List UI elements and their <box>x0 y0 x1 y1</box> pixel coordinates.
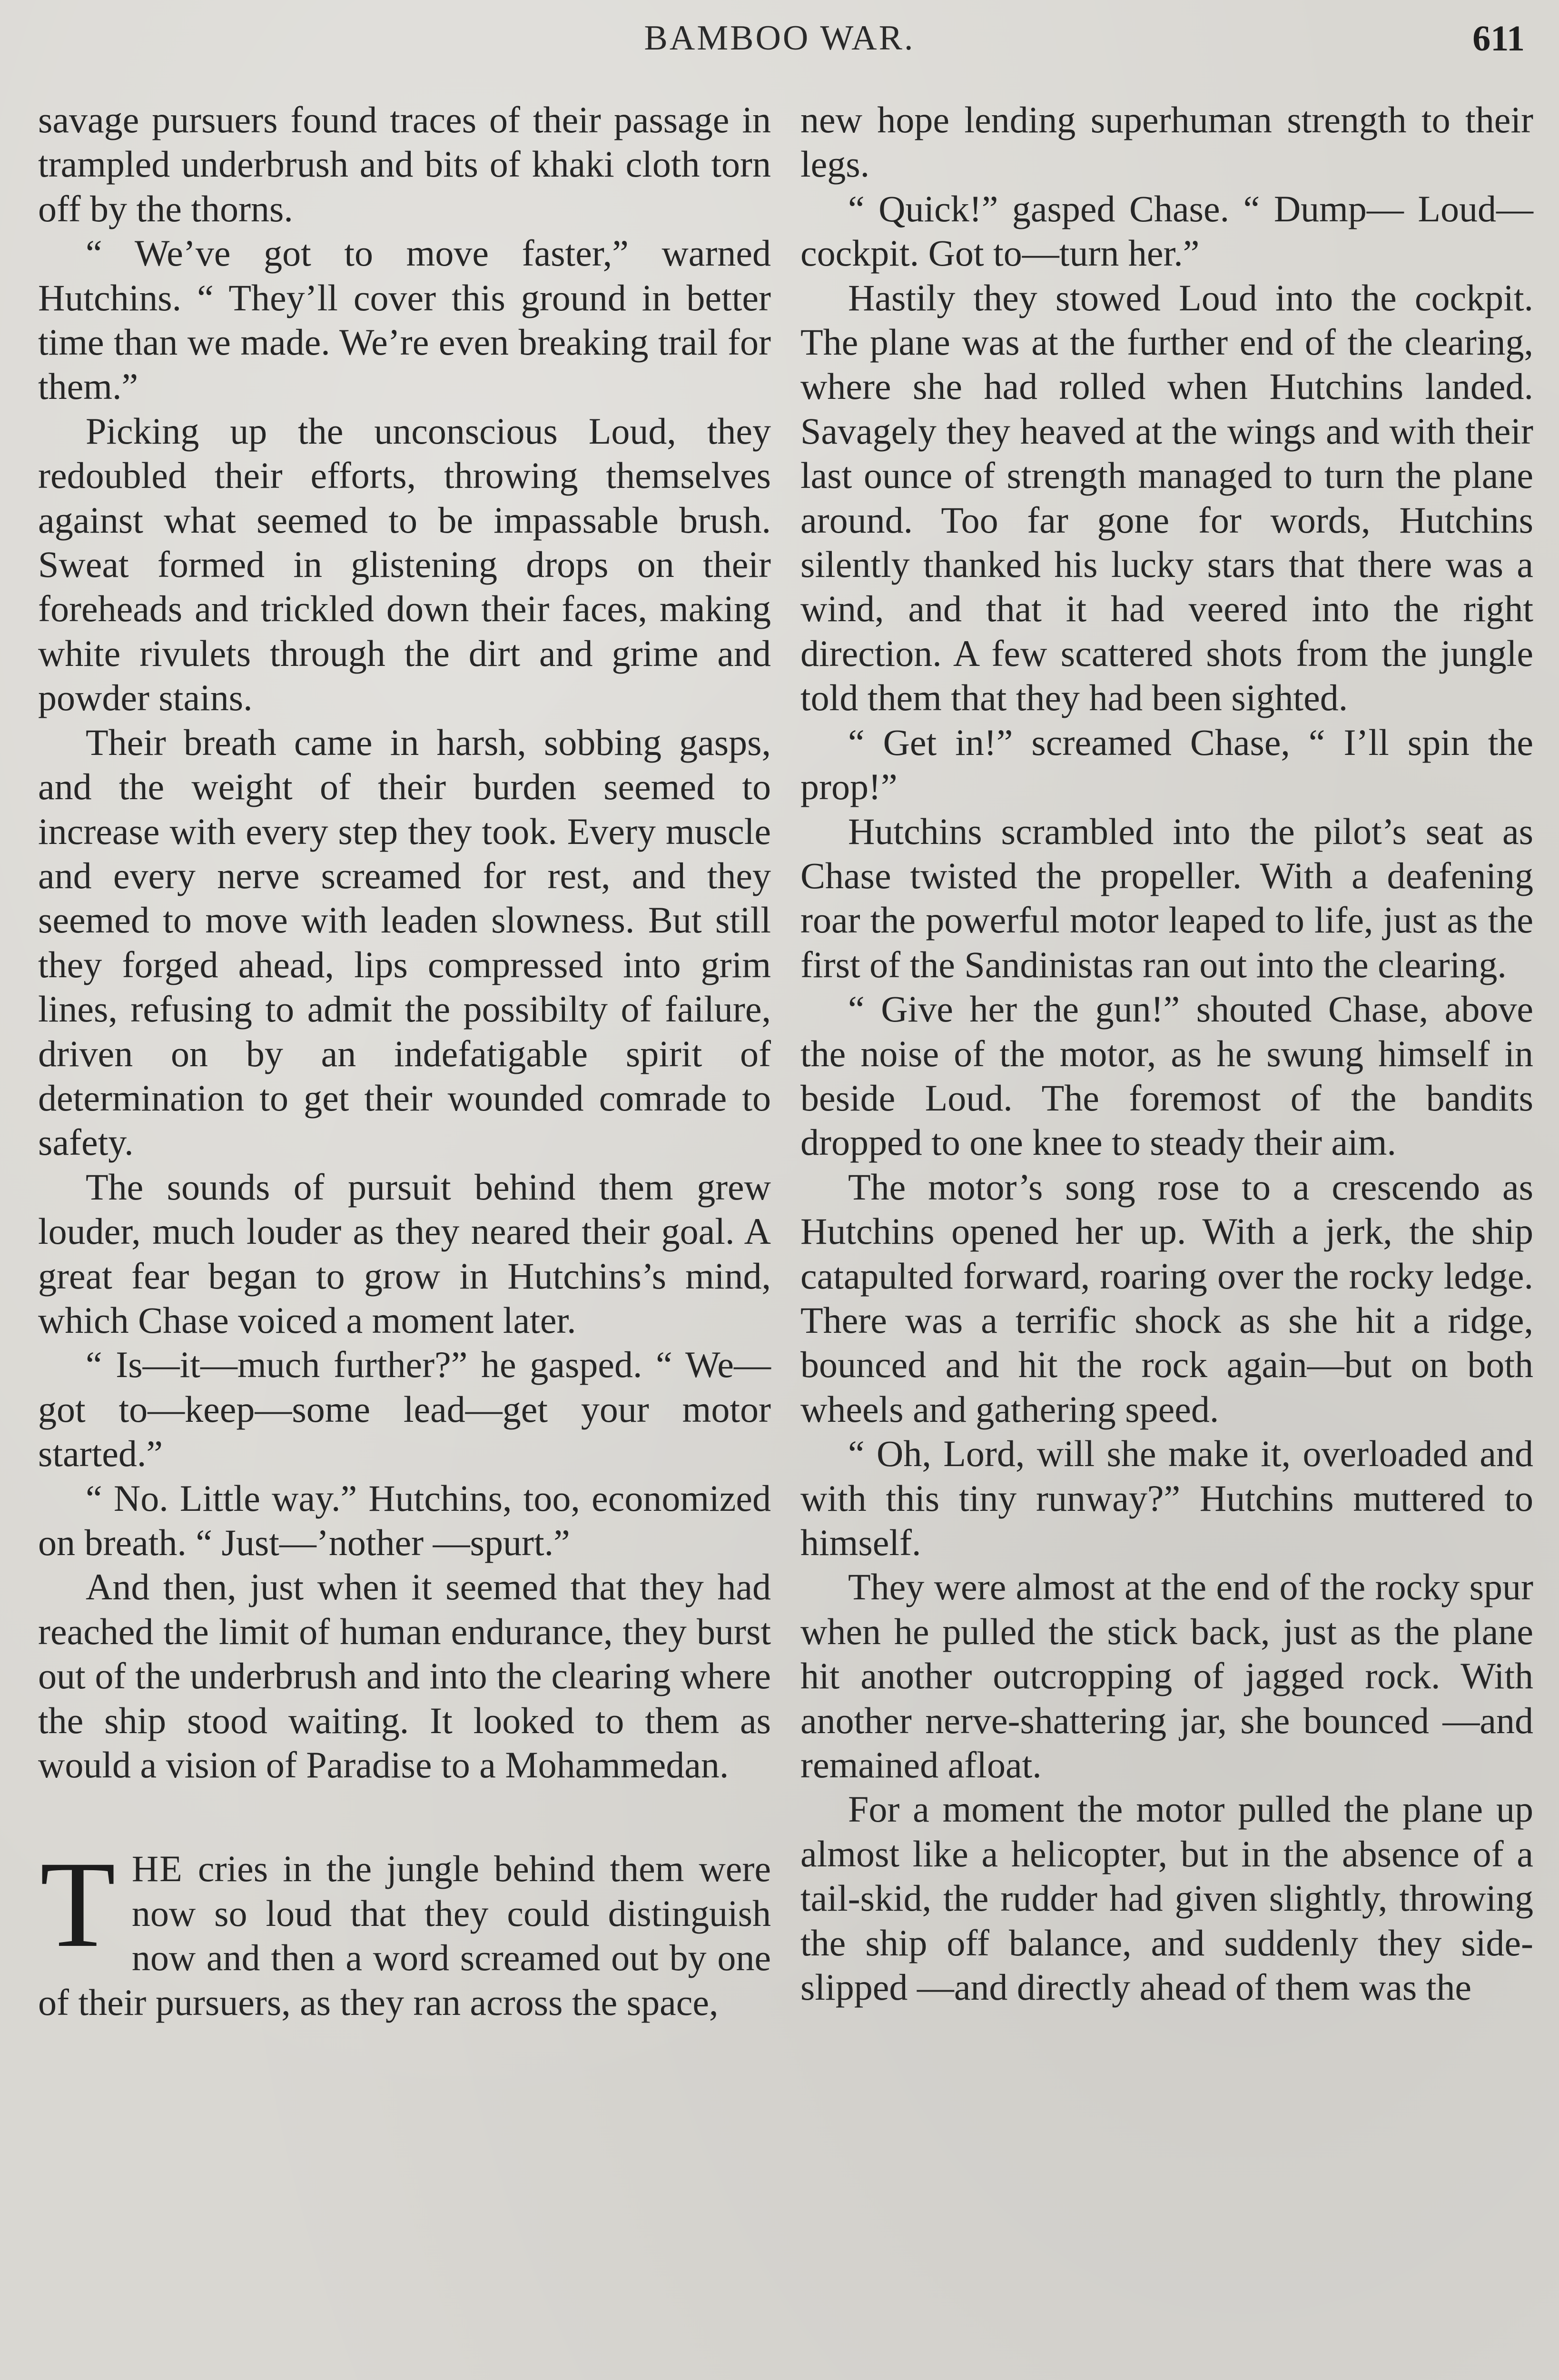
paragraph: savage pursuers found traces of their passage in trampled underbrush and bits of khaki cloth torn off by the thorns. <box>38 99 771 229</box>
drop-cap-word-rest: HE <box>131 1848 183 1890</box>
paragraph: “ Give her the gun!” shouted Chase, above the noise of the motor, as he swung himself in beside Loud. The foremost of the bandits dropped to one knee to steady their aim. <box>800 988 1533 1163</box>
paragraph: The motor’s song rose to a crescendo as Hutchins opened her up. With a jerk, the ship catapulted forward, roaring over the rocky ledge. There was a terrific shock as she hit a ridge, bounced and hit the rock again—but on both wheels and gathering speed. <box>800 1166 1533 1430</box>
paragraph: “ Oh, Lord, will she make it, overloaded and with this tiny runway?” Hutchins muttered to himself. <box>800 1433 1533 1563</box>
paragraph: And then, just when it seemed that they had reached the limit of human endurance, they burst out of the underbrush and into the clearing where the ship stood waiting. It looked to them as would a vision of Paradise to a Mohammedan. <box>38 1566 771 1786</box>
paragraph: Picking up the unconscious Loud, they redoubled their efforts, throwing themselves against what seemed to be impassable brush. Sweat formed in glistening drops on their foreheads and trickled down their faces, making white rivulets through the dirt and grime and powder stains. <box>38 410 771 719</box>
page-header <box>0 18 1559 70</box>
paragraph: The sounds of pursuit behind them grew louder, much louder as they neared their goal. A great fear began to grow in Hutchins’s mind, which Chase voiced a moment later. <box>38 1166 771 1341</box>
running-title: BAMBOO WAR. <box>644 19 915 58</box>
paragraph: Hastily they stowed Loud into the cockpit. The plane was at the further end of the clearing, where she had rolled when Hutchins landed. Savagely they heaved at the wings and with their last ounce of strength managed to turn the plane around. Too far gone for words, Hutchins silently thanked his lucky stars that there was a wind, and that it had veered into the right direction. A few scattered shots from the jungle told them that they had been sighted. <box>800 277 1533 719</box>
page-number: 611 <box>1472 19 1525 59</box>
drop-cap-paragraph-text: cries in the jungle behind them were now so loud that they could distinguish now and then a word screamed out by one of their pursuers, as they ran across the space, <box>38 1848 771 2023</box>
paragraph: “ Is—it—much further?” he gasped. “ We—got to—keep—some lead—get your motor started.” <box>38 1344 771 1475</box>
paragraph: “ No. Little way.” Hutchins, too, economized on breath. “ Just—’nother —spurt.” <box>38 1477 771 1563</box>
paragraph: For a moment the motor pulled the plane up almost like a helicopter, but in the absence of a tail-skid, the rudder had given slightly, throwing the ship off balance, and suddenly they side-slipped —and directly ahead of them was the <box>800 1788 1533 2008</box>
paragraph: “ Quick!” gasped Chase. “ Dump— Loud—cockpit. Got to—turn her.” <box>800 188 1533 274</box>
section-break <box>38 1787 771 1846</box>
paragraph: “ Get in!” screamed Chase, “ I’ll spin the prop!” <box>800 721 1533 808</box>
paragraph: Their breath came in harsh, sobbing gasps, and the weight of their burden seemed to increase with every step they took. Every muscle and every nerve screamed for rest, and they seemed to move with leaden slowness. But still they forged ahead, lips compressed into grim lines, refusing to admit the possibilty of failure, driven on by an indefatigable spirit of determination to get their wounded comrade to safety. <box>38 721 771 1163</box>
paragraph: “ We’ve got to move faster,” warned Hutchins. “ They’ll cover this ground in better time than we made. We’re even breaking trail for them.” <box>38 232 771 407</box>
paragraph: Hutchins scrambled into the pilot’s seat as Chase twisted the propeller. With a deafening roar the powerful motor leaped to life, just as the first of the Sandinistas ran out into the clearing. <box>800 810 1533 985</box>
paragraph: new hope lending superhuman strength to their legs. <box>800 99 1533 185</box>
paragraph: They were almost at the end of the rocky spur when he pulled the stick back, just as the plane hit another outcropping of jagged rock. With another nerve-shattering jar, she bounced —and remained afloat. <box>800 1566 1533 1786</box>
dropcap-paragraph <box>38 1836 771 2024</box>
left-column <box>38 98 771 2024</box>
drop-cap-letter: T <box>40 1836 116 1973</box>
right-column <box>800 98 1533 2009</box>
